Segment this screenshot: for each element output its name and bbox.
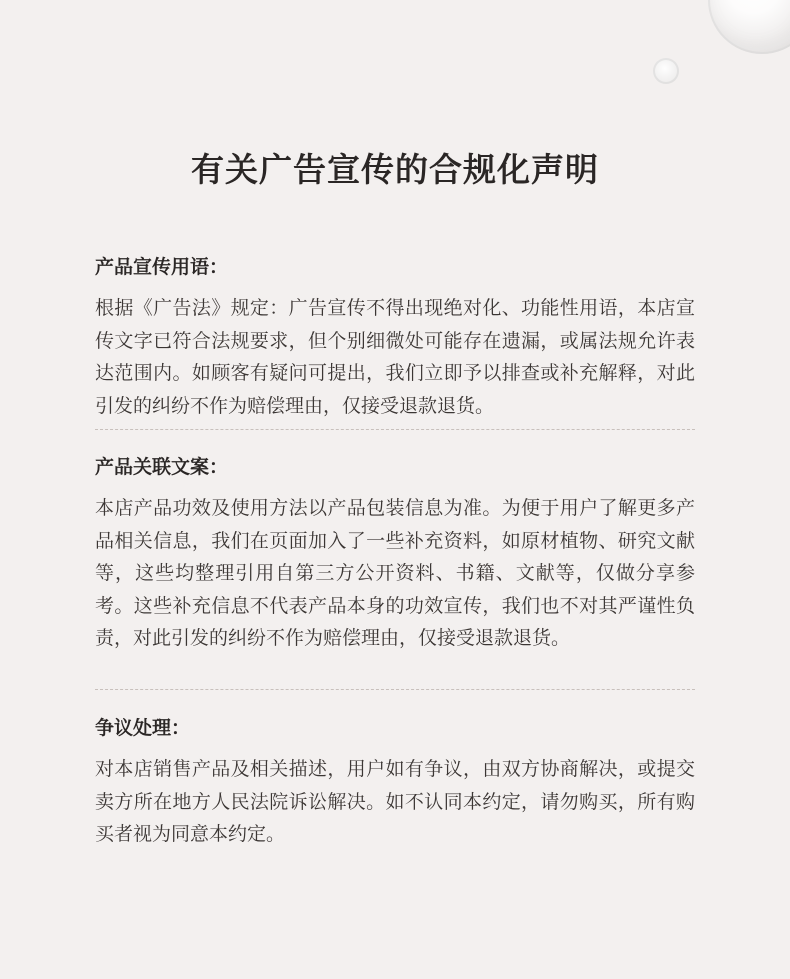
small-bubble-graphic [653,58,679,84]
section-body: 对本店销售产品及相关描述，用户如有争议，由双方协商解决，或提交卖方所在地方人民法院诉讼解决。如不认同本约定，请勿购买，所有购买者视为同意本约定。 [95,758,695,845]
section-dispute-resolution [95,717,695,851]
section-heading: 争议处理： [95,717,191,739]
page-title: 有关广告宣传的合规化声明 [191,150,599,190]
section-body: 本店产品功效及使用方法以产品包装信息为准。为便于用户了解更多产品相关信息，我们在页面加入了一些补充资料，如原材植物、研究文献等，这些均整理引用自第三方公开资料、书籍、文献等，仅做分享参考。这些补充信息不代表产品本身的功效宣传，我们也不对其严谨性负责，对此引发的纠纷不作为赔偿理由，仅接受退款退货。 [95,497,695,649]
section-divider [95,429,695,430]
section-body: 根据《广告法》规定：广告宣传不得出现绝对化、功能性用语，本店宣传文字已符合法规要求，但个别细微处可能存在遗漏，或属法规允许表达范围内。如顾客有疑问可提出，我们立即予以排查或补充解释，对此引发的纠纷不作为赔偿理由，仅接受退款退货。 [95,297,695,417]
section-heading: 产品宣传用语： [95,256,229,278]
large-bubble-graphic [708,0,790,54]
section-divider [95,689,695,690]
section-heading: 产品关联文案： [95,456,229,478]
section-related-copy [95,456,695,655]
section-promotional-language [95,256,695,422]
decorative-bubbles [650,0,790,110]
